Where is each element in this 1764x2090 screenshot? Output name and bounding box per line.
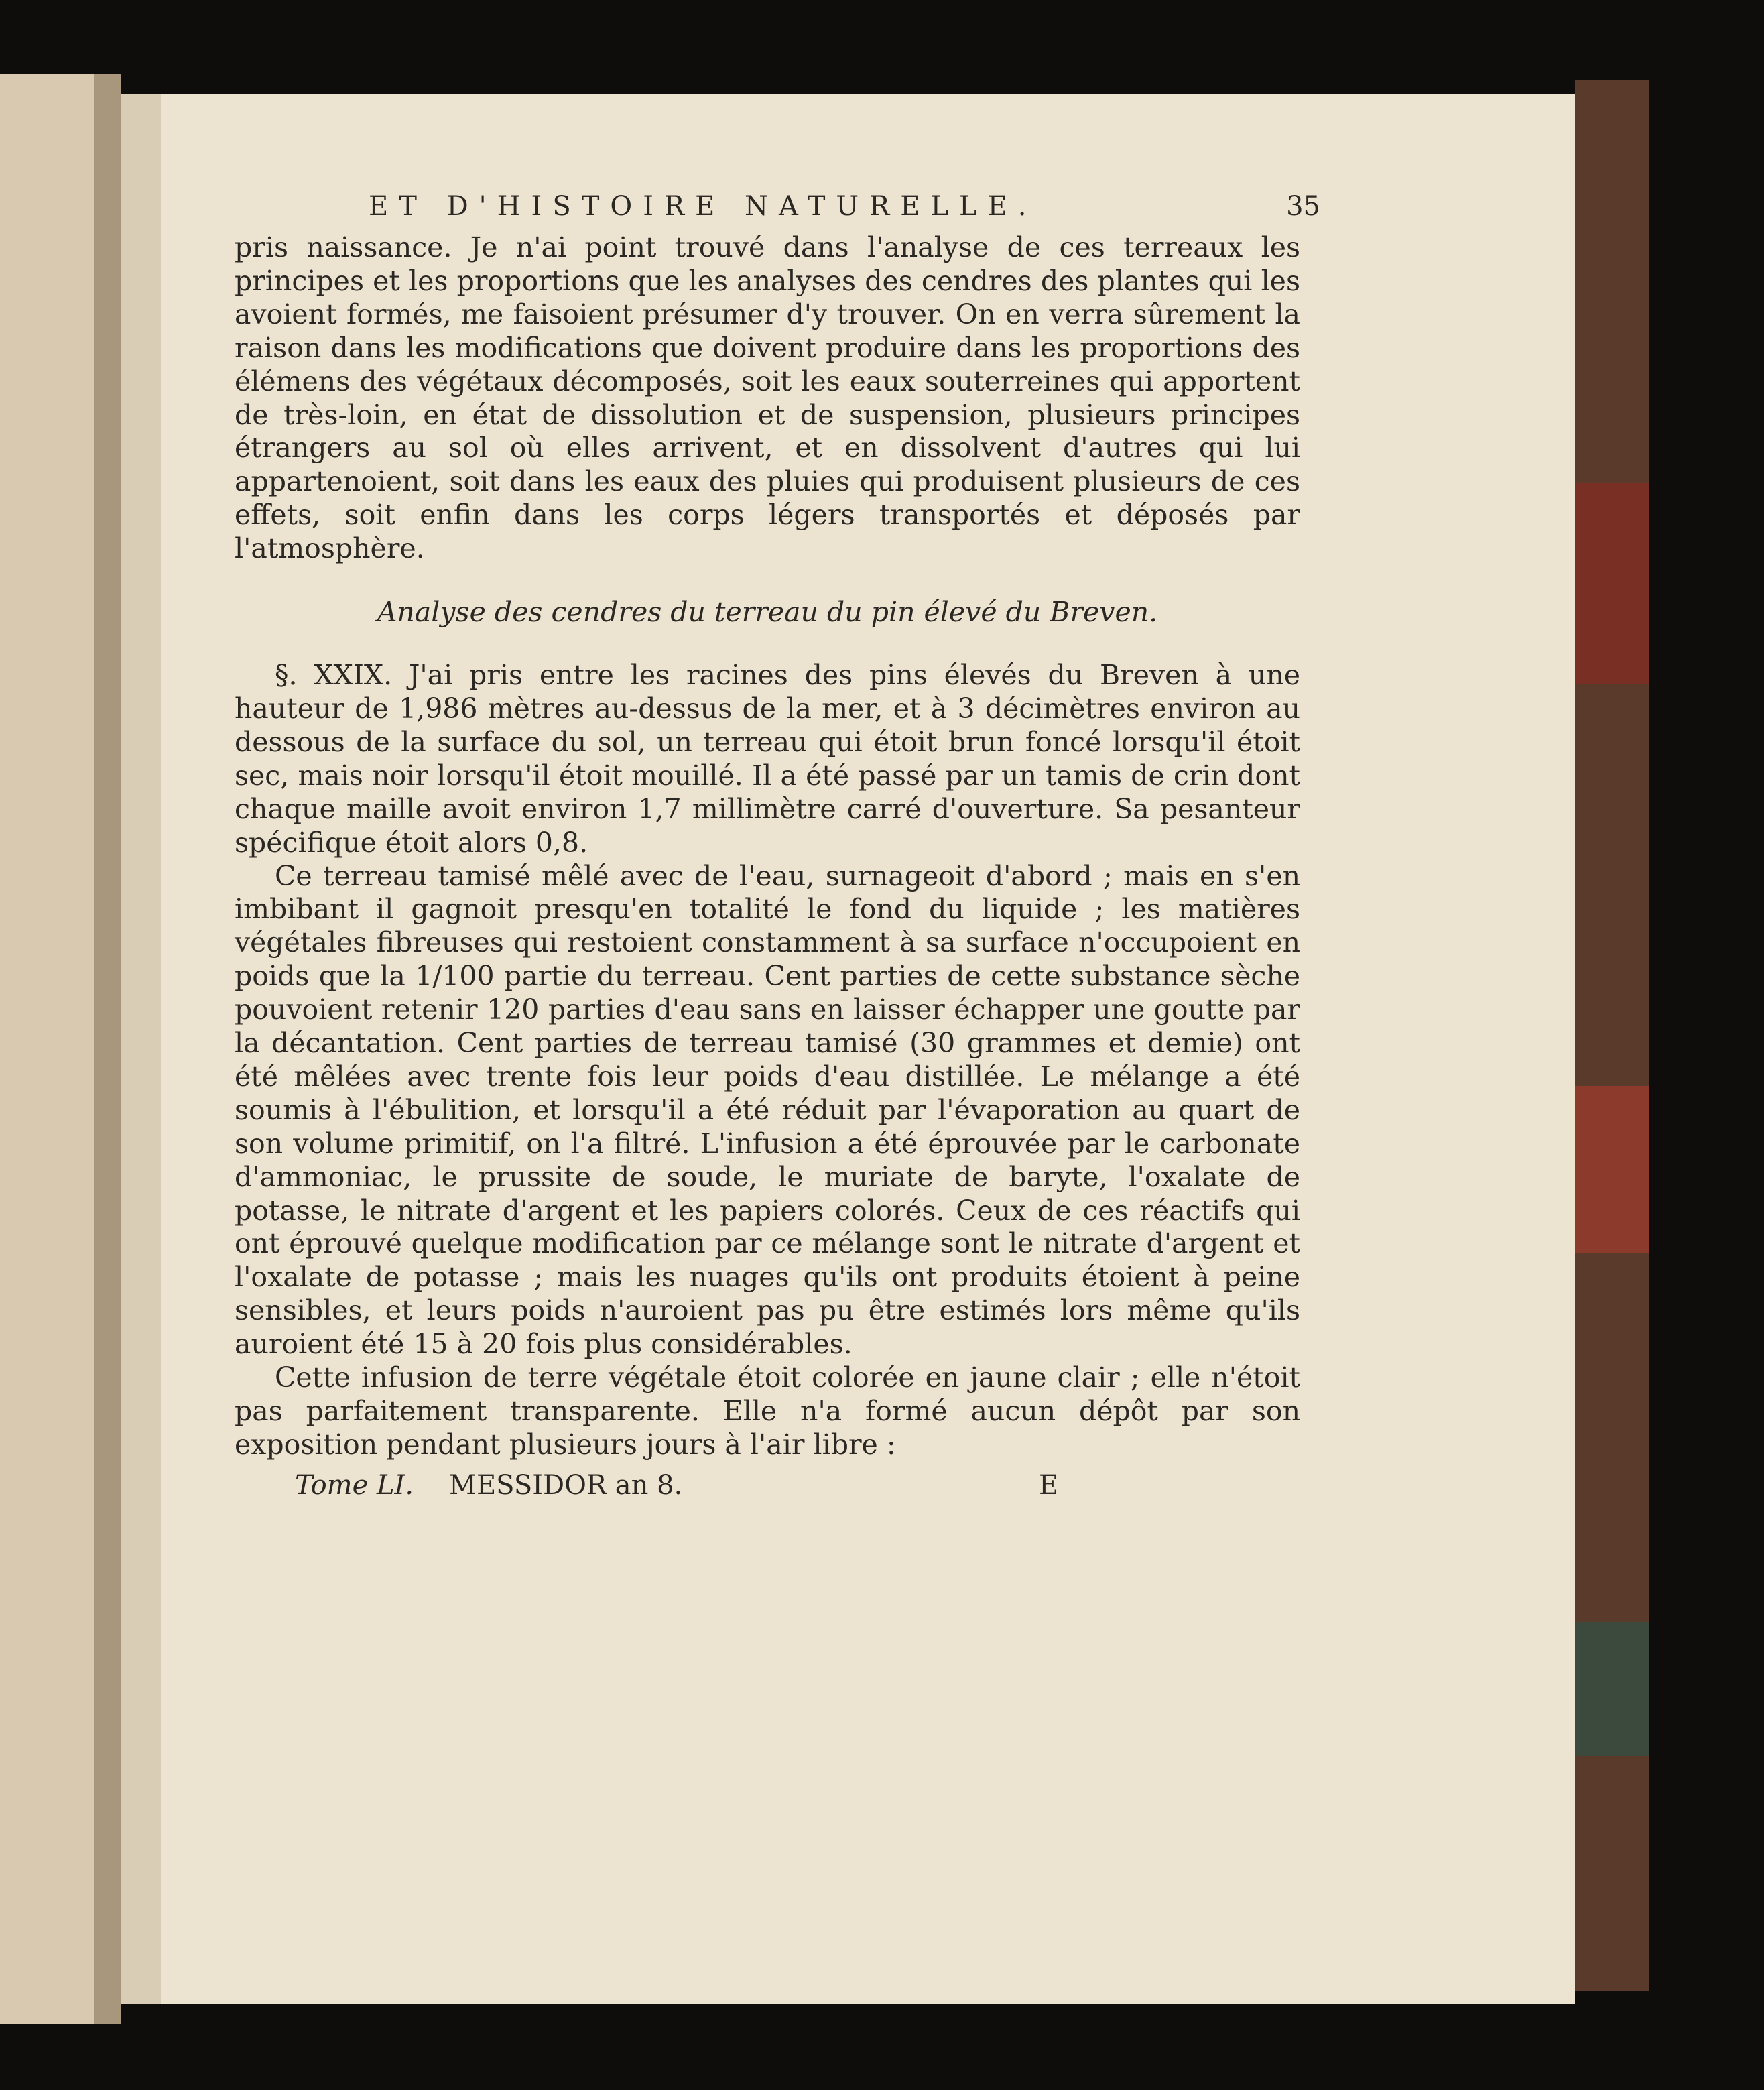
signature-mark: E — [1039, 1469, 1059, 1501]
page-footer — [235, 1470, 1300, 1503]
marbled-endpaper — [1575, 80, 1649, 1991]
marbling-dark-band — [1575, 1622, 1649, 1756]
section-title: Analyse des cendres du terreau du pin élevé du Breven. — [377, 596, 1158, 629]
page-curve-shadow — [121, 94, 161, 2004]
text-block — [235, 191, 1320, 1503]
body-paragraph: Cette infusion de terre végétale étoit colorée en jaune clair ; elle n'étoit pas parfaitement transparente. Elle n'a formé aucun dépôt par son exposition pendant plusieurs jours à l'air libre : — [235, 1361, 1300, 1461]
body-paragraph: §. XXIX. J'ai pris entre les racines des pins élevés du Breven à une hauteur de 1,986 mètres au-dessus de la mer, et à 3 décimètres environ au dessous de la surface du sol, un terreau qui étoit brun foncé lorsqu'il étoit sec, mais noir lorsqu'il étoit mouillé. Il a été passé par un tamis de crin dont chaque maille avoit environ 1,7 millimètre carré d'ouverture. Sa pesanteur spécifique étoit alors 0,8. — [235, 659, 1300, 859]
volume-label: Tome LI. — [295, 1469, 414, 1501]
binding-gutter — [94, 74, 121, 2024]
running-head — [235, 191, 1320, 231]
issue-label: MESSIDOR an 8. — [449, 1469, 683, 1501]
marbling-red-band — [1575, 483, 1649, 684]
facing-page-edge — [0, 74, 106, 2024]
marbling-red-band-lower — [1575, 1086, 1649, 1253]
running-head-title: ET D'HISTOIRE NATURELLE. — [369, 191, 1037, 222]
body-paragraph: Ce terreau tamisé mêlé avec de l'eau, surnageoit d'abord ; mais en s'en imbibant il gagnoit presqu'en totalité le fond du liquide ; les matières végétales fibreuses qui restoient constamment à sa surface n'occupoient en poids que la 1/100 partie du terreau. Cent parties de cette substance sèche pouvoient retenir 120 parties d'eau sans en laisser échapper une goutte par la décantation. Cent parties de terreau tamisé (30 grammes et demie) ont été mêlées avec trente fois leur poids d'eau distillée. Le mélange a été soumis à l'ébulition, et lorsqu'il a été réduit par l'évaporation au quart de son volume primitif, on l'a filtré. L'infusion a été éprouvée par le carbonate d'ammoniac, le prussite de soude, le muriate de baryte, l'oxalate de potasse, le nitrate d'argent et les papiers colorés. Ceux de ces réactifs qui ont éprouvé quelque modification par ce mélange sont le nitrate d'argent et l'oxalate de potasse ; mais les nuages qu'ils ont produits étoient à peine sensibles, et leurs poids n'auroient pas pu être estimés lors même qu'ils auroient été 15 à 20 fois plus considérables. — [235, 859, 1300, 1361]
page-number: 35 — [1286, 191, 1320, 222]
body-paragraph-continued: pris naissance. Je n'ai point trouvé dans l'analyse de ces terreaux les principes et les proportions que les analyses des cendres des plantes qui les avoient formés, me faisoient présumer d'y trouver. On en verra sûrement la raison dans les modifications que doivent produire dans les proportions des élémens des végétaux décomposés, soit les eaux souterreines qui apportent de très-loin, en état de dissolution et de suspension, plusieurs principes étrangers au sol où elles arrivent, et en dissolvent d'autres qui lui appartenoient, soit dans les eaux des pluies qui produisent plusieurs de ces effets, soit enfin dans les corps légers transportés et déposés par l'atmosphère. — [235, 231, 1300, 565]
